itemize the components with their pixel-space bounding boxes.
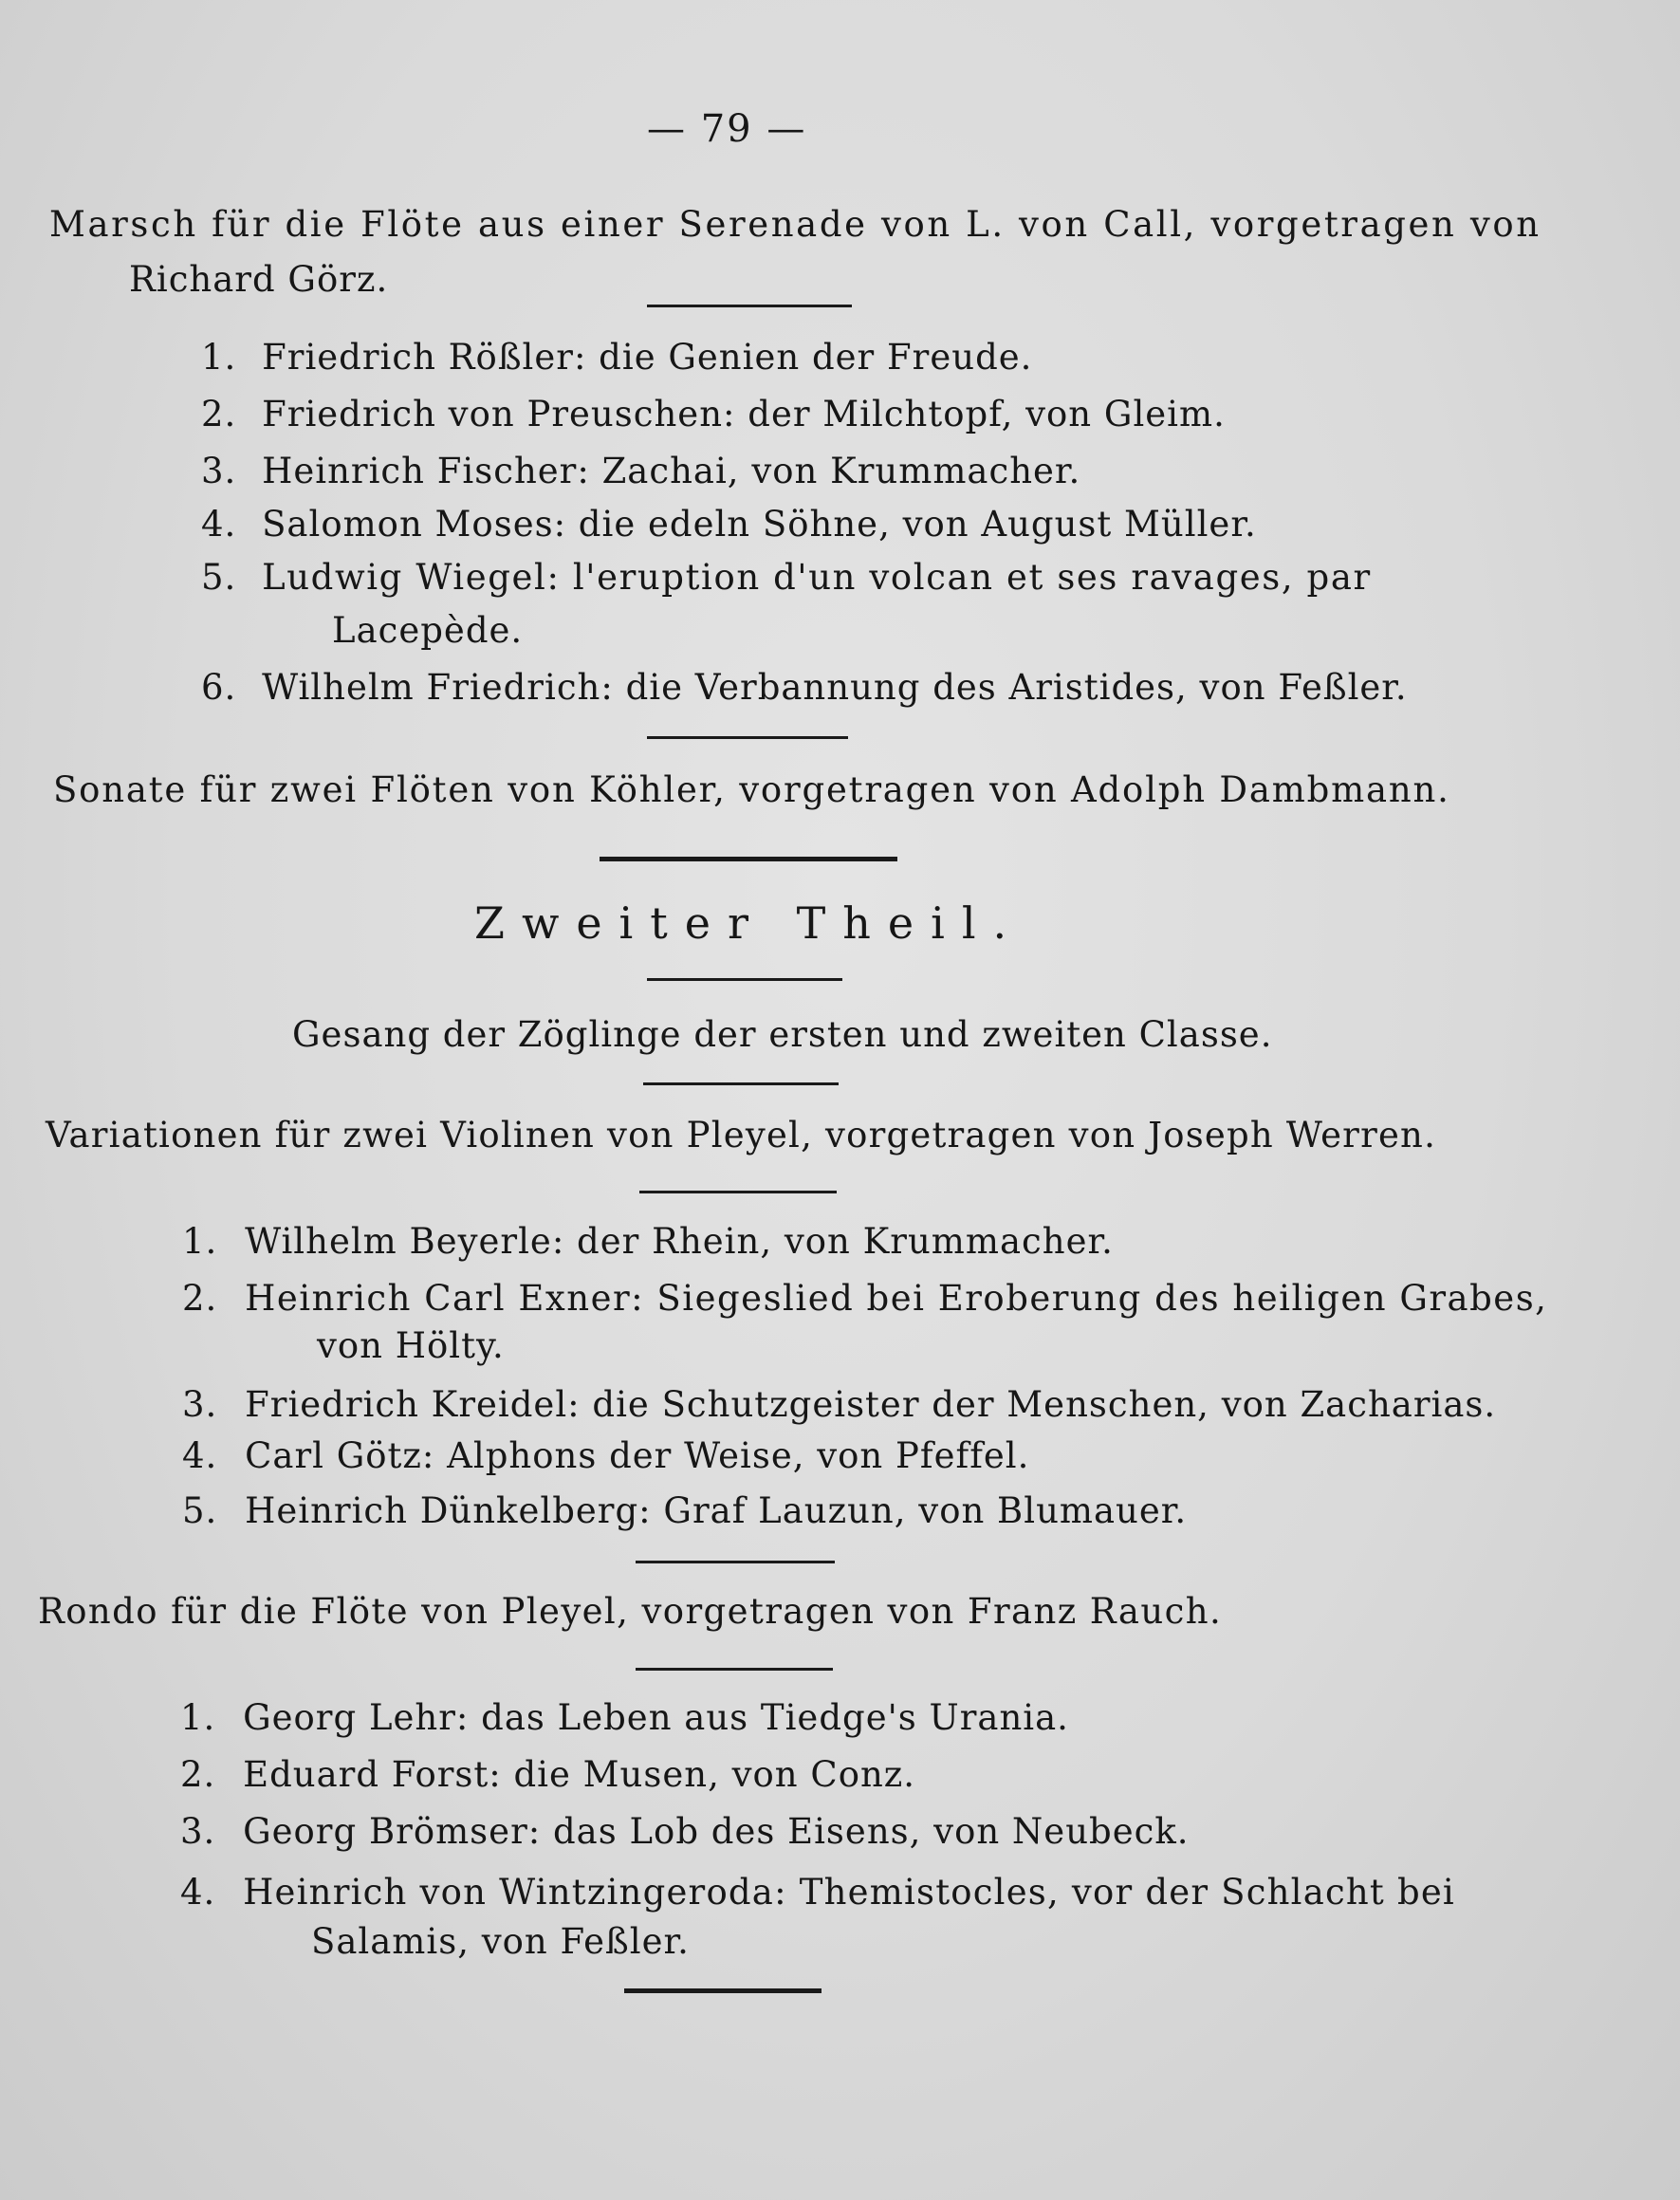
list-item (201, 504, 1257, 545)
intro-line-2: Richard Görz. (129, 259, 389, 300)
section-divider (600, 857, 897, 861)
item-number: 2. (182, 1278, 218, 1319)
end-divider (624, 1988, 822, 1993)
list-item-continuation: Lacepède. (332, 610, 524, 651)
list-item (180, 1754, 916, 1795)
divider (643, 1082, 839, 1085)
page-number: — 79 — (647, 107, 807, 151)
item-text: Salomon Moses: die edeln Söhne, von August Müller. (262, 504, 1257, 545)
item-number: 3. (180, 1811, 216, 1852)
list-item-continuation: von Hölty. (317, 1325, 505, 1366)
song-line: Gesang der Zöglinge der ersten und zweiten Classe. (292, 1014, 1273, 1055)
section-title: Zweiter Theil. (474, 897, 1025, 949)
intro-line-1: Marsch für die Flöte aus einer Serenade von L. von Call, vorgetragen von (49, 204, 1542, 245)
item-text: Friedrich von Preuschen: der Milchtopf, von Gleim. (262, 394, 1226, 434)
item-text: Heinrich Carl Exner: Siegeslied bei Eroberung des heiligen Grabes, (245, 1278, 1548, 1319)
list-item (182, 1278, 1548, 1319)
item-number: 3. (182, 1384, 218, 1425)
item-text: Wilhelm Friedrich: die Verbannung des Aristides, von Feßler. (262, 667, 1408, 708)
item-text: Heinrich Dünkelberg: Graf Lauzun, von Blumauer. (245, 1490, 1188, 1531)
sonata-line: Sonate für zwei Flöten von Köhler, vorgetragen von Adolph Dambmann. (53, 769, 1450, 810)
divider (636, 1561, 835, 1563)
list-item (180, 1697, 1069, 1738)
list-item (182, 1490, 1188, 1531)
item-number: 2. (180, 1754, 216, 1795)
item-text: Georg Brömser: das Lob des Eisens, von Neubeck. (243, 1811, 1190, 1852)
item-text: Carl Götz: Alphons der Weise, von Pfeffel. (245, 1435, 1030, 1476)
item-number: 3. (201, 451, 237, 491)
list-item (182, 1221, 1114, 1262)
item-number: 1. (180, 1697, 216, 1738)
list-item (182, 1384, 1497, 1425)
item-text: Friedrich Kreidel: die Schutzgeister der Menschen, von Zacharias. (245, 1384, 1497, 1425)
variations-line: Variationen für zwei Violinen von Pleyel, vorgetragen von Joseph Werren. (46, 1115, 1437, 1155)
item-number: 4. (182, 1435, 218, 1476)
item-text: Wilhelm Beyerle: der Rhein, von Krummacher. (245, 1221, 1114, 1262)
divider (639, 1191, 837, 1193)
item-text: Eduard Forst: die Musen, von Conz. (243, 1754, 916, 1795)
list-item (180, 1811, 1190, 1852)
list-item (201, 557, 1372, 598)
item-text: Heinrich von Wintzingeroda: Themistocles, vor der Schlacht bei (243, 1872, 1455, 1913)
divider (647, 736, 848, 739)
item-number: 6. (201, 667, 237, 708)
list-item (201, 337, 1033, 378)
list-item-continuation: Salamis, von Feßler. (311, 1921, 690, 1962)
rondo-line: Rondo für die Flöte von Pleyel, vorgetragen von Franz Rauch. (38, 1591, 1223, 1632)
item-number: 5. (201, 557, 237, 598)
divider (647, 305, 852, 307)
item-text: Heinrich Fischer: Zachai, von Krummacher. (262, 451, 1081, 491)
item-number: 2. (201, 394, 237, 434)
item-number: 1. (201, 337, 237, 378)
item-text: Ludwig Wiegel: l'eruption d'un volcan et ses ravages, par (262, 557, 1372, 598)
item-number: 4. (180, 1872, 216, 1913)
item-text: Friedrich Rößler: die Genien der Freude. (262, 337, 1033, 378)
divider (636, 1668, 833, 1671)
item-text: Georg Lehr: das Leben aus Tiedge's Urania. (243, 1697, 1069, 1738)
item-number: 1. (182, 1221, 218, 1262)
list-item (180, 1872, 1455, 1913)
item-number: 5. (182, 1490, 218, 1531)
list-item (182, 1435, 1030, 1476)
divider (647, 978, 842, 981)
list-item (201, 667, 1408, 708)
item-number: 4. (201, 504, 237, 545)
list-item (201, 394, 1226, 434)
list-item (201, 453, 1080, 489)
